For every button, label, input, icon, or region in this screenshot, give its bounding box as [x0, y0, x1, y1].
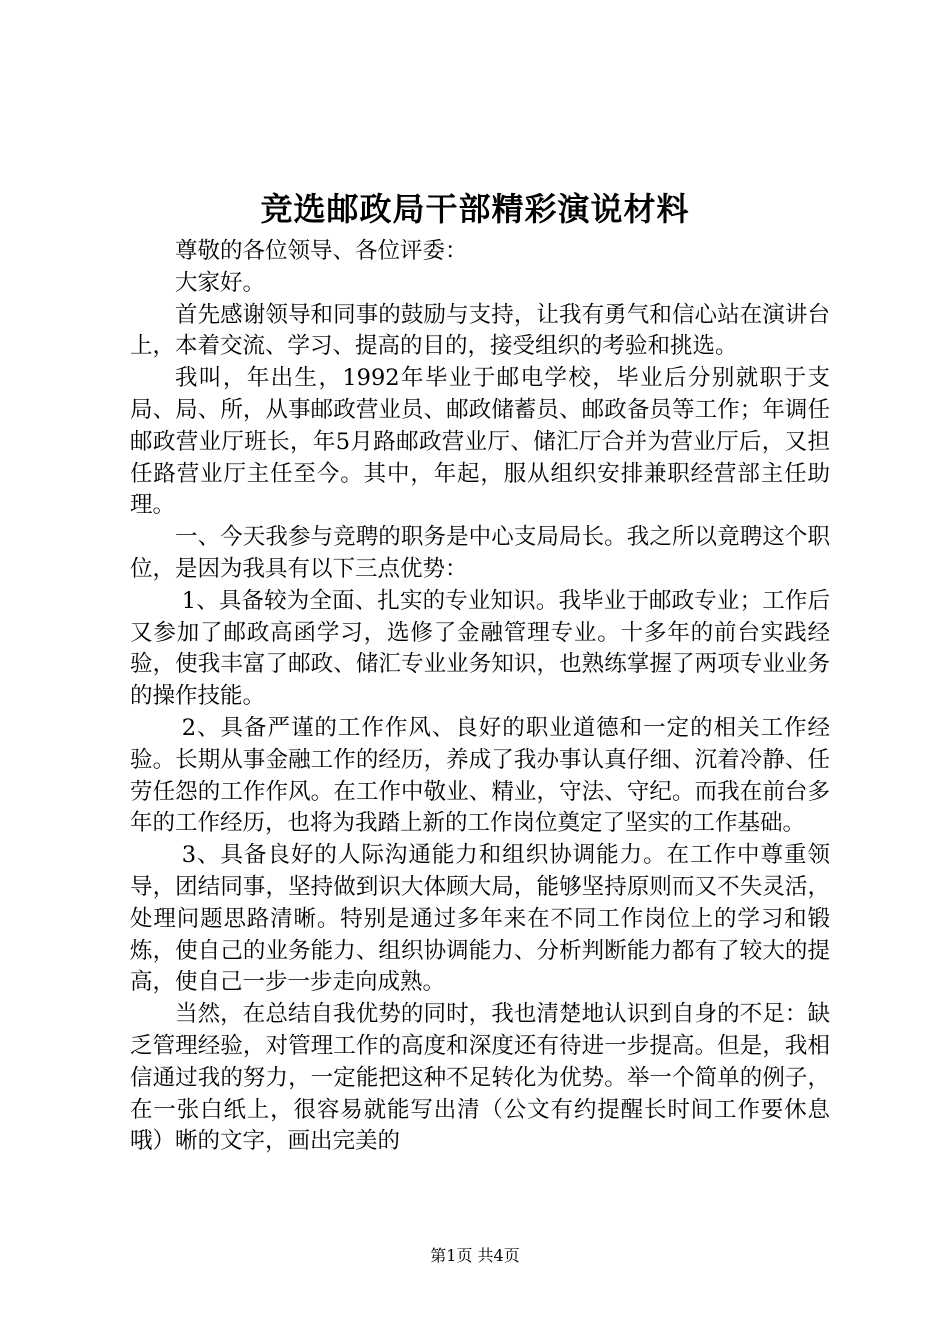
paragraph-advantage-1: 1、具备较为全面、扎实的专业知识。我毕业于邮政专业；工作后又参加了邮政高函学习，选修了金融管理专业。十多年的前台实践经验，使我丰富了邮政、储汇专业业务知识，也熟练掌握了两项专业业务的操作技能。 [130, 587, 830, 710]
paragraph-position: 一、今天我参与竞聘的职务是中心支局局长。我之所以竟聘这个职位，是因为我具有以下三点优势： [130, 524, 830, 582]
page-number: 第1页 共4页 [430, 1246, 520, 1265]
document-body [130, 236, 830, 1158]
paragraph-shortcomings: 当然，在总结自我优势的同时，我也清楚地认识到自身的不足：缺乏管理经验，对管理工作的高度和深度还有待进一步提高。但是，我相信通过我的努力，一定能把这种不足转化为优势。举一个简单的例子，在一张白纸上，很容易就能写出清（公文有约提醒长时间工作要休息哦）晰的文字，画出完美的 [130, 1001, 830, 1155]
document-title: 竞选邮政局干部精彩演说材料 [260, 190, 690, 228]
paragraph-introduction: 我叫，年出生，1992年毕业于邮电学校，毕业后分别就职于支局、局、所，从事邮政营业员、邮政储蓄员、邮政备员等工作；年调任邮政营业厅班长，年5月路邮政营业厅、储汇厅合并为营业厅后，又担任路营业厅主任至今。其中，年起，服从组织安排兼职经营部主任助理。 [130, 365, 830, 519]
paragraph-advantage-3: 3、具备良好的人际沟通能力和组织协调能力。在工作中尊重领导，团结同事，坚持做到识大体顾大局，能够坚持原则而又不失灵活，处理问题思路清晰。特别是通过多年来在不同工作岗位上的学习和锻炼，使自己的业务能力、组织协调能力、分析判断能力都有了较大的提高，使自己一步一步走向成熟。 [130, 842, 830, 996]
paragraph-advantage-2: 2、具备严谨的工作作风、良好的职业道德和一定的相关工作经验。长期从事金融工作的经历，养成了我办事认真仔细、沉着冷静、任劳任怨的工作作风。在工作中敬业、精业，守法、守纪。而我在前台多年的工作经历，也将为我踏上新的工作岗位奠定了坚实的工作基础。 [130, 714, 830, 837]
salutation: 尊敬的各位领导、各位评委： [175, 238, 468, 264]
greeting: 大家好。 [175, 269, 266, 296]
paragraph-thanks: 首先感谢领导和同事的鼓励与支持，让我有勇气和信心站在演讲台上，本着交流、学习、提高的目的，接受组织的考验和挑选。 [130, 301, 830, 360]
